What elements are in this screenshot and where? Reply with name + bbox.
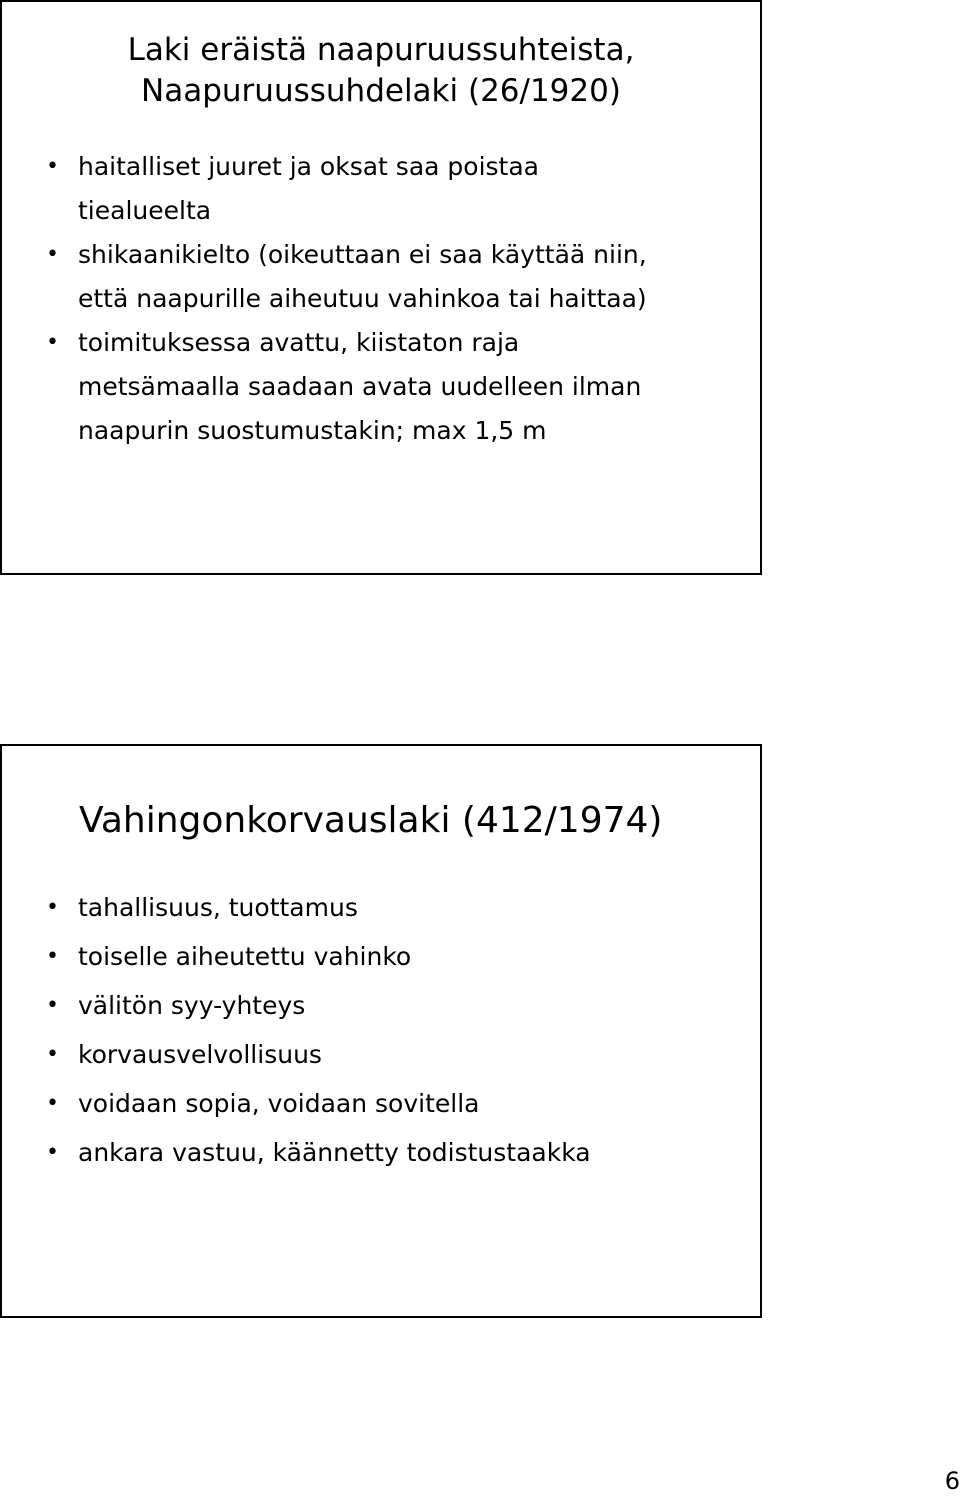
bullet-text: välitön syy-yhteys: [78, 991, 306, 1020]
bullet-dot-icon: •: [46, 944, 59, 969]
slide-2-bullet-6: [2, 1128, 718, 1177]
bullet-text: ankara vastuu, käännetty todistustaakka: [78, 1138, 591, 1167]
slide-2-bullet-1: [2, 883, 718, 932]
slide-2-bullet-4: [2, 1030, 718, 1079]
bullet-dot-icon: •: [46, 1042, 59, 1067]
slide-2-bullet-3: [2, 981, 718, 1030]
slide-1-title-line-2: Naapuruussuhdelaki (26/1920): [141, 73, 621, 109]
bullet-dot-icon: •: [46, 330, 59, 355]
slide-2-title: [79, 799, 760, 843]
slide-2-title-line-1: Vahingonkorvauslaki (412/1974): [79, 800, 663, 841]
bullet-line: metsämaalla saadaan avata uudelleen ilman: [78, 372, 642, 401]
bullet-text: [78, 321, 718, 453]
slide-2-bullet-2: [2, 932, 718, 981]
bullet-text: voidaan sopia, voidaan sovitella: [78, 1089, 480, 1118]
slide-1-bullet-3: [2, 321, 718, 453]
bullet-text: [78, 145, 718, 233]
bullet-dot-icon: •: [46, 1091, 59, 1116]
bullet-line: tiealueelta: [78, 196, 212, 225]
slide-2: [0, 744, 762, 1318]
slide-1-bullet-2: [2, 233, 718, 321]
slide-1-bullet-list: [2, 145, 718, 453]
page-number: 6: [944, 1467, 960, 1495]
slide-1: [0, 0, 762, 575]
slide-1-title-line-1: Laki eräistä naapuruussuhteista,: [127, 32, 635, 68]
bullet-dot-icon: •: [46, 993, 59, 1018]
bullet-dot-icon: •: [46, 1140, 59, 1165]
bullet-line: haitalliset juuret ja oksat saa poistaa: [78, 152, 539, 181]
bullet-text: toiselle aiheutettu vahinko: [78, 942, 412, 971]
bullet-dot-icon: •: [46, 154, 59, 179]
bullet-text: [78, 233, 718, 321]
bullet-dot-icon: •: [46, 895, 59, 920]
bullet-line: toimituksessa avattu, kiistaton raja: [78, 328, 520, 357]
bullet-text: tahallisuus, tuottamus: [78, 893, 358, 922]
bullet-line: shikaanikielto (oikeuttaan ei saa käyttää niin,: [78, 240, 647, 269]
slide-1-bullet-1: [2, 145, 718, 233]
slide-2-bullet-5: [2, 1079, 718, 1128]
bullet-text: korvausvelvollisuus: [78, 1040, 322, 1069]
bullet-line: että naapurille aiheutuu vahinkoa tai haittaa): [78, 284, 647, 313]
bullet-line: naapurin suostumustakin; max 1,5 m: [78, 416, 547, 445]
slide-2-bullet-list: [2, 883, 718, 1177]
bullet-dot-icon: •: [46, 242, 59, 267]
slide-1-title: [2, 30, 760, 112]
